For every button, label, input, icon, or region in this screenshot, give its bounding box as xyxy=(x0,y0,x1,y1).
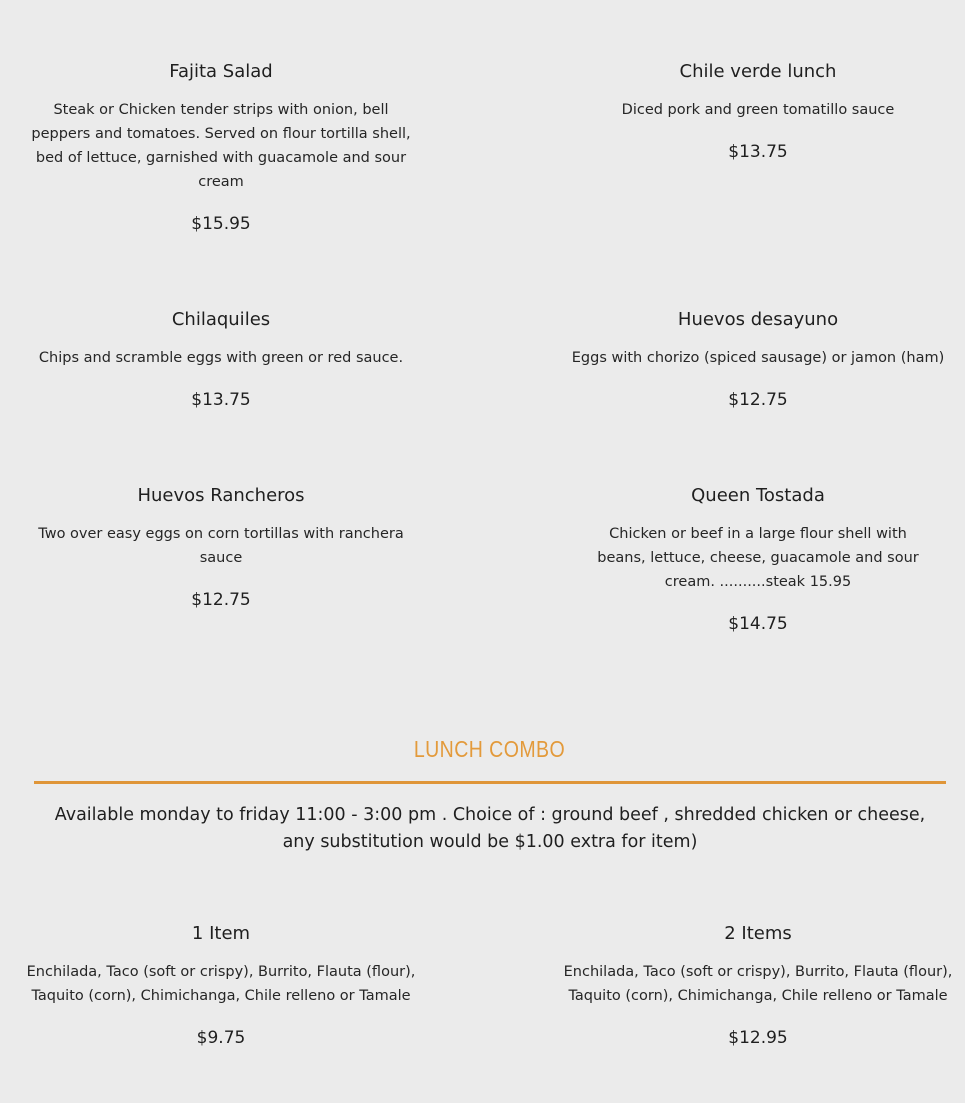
section-title-lunch-combo: LUNCH COMBO xyxy=(413,736,566,762)
item-description: Chicken or beef in a large flour shell with beans, lettuce, cheese, guacamole and sour cream. ..........steak 15.95 xyxy=(597,526,919,590)
item-name: Chile verde lunch xyxy=(679,61,837,82)
item-description: Steak or Chicken tender strips with onion, bell peppers and tomatoes. Served on flour tortilla shell, bed of lettuce, garnished with guacamole and sour cream xyxy=(31,102,411,190)
item-price: $13.75 xyxy=(191,390,251,410)
item-price: $9.75 xyxy=(196,1028,246,1048)
menu-item-chile-verde-lunch xyxy=(568,60,948,164)
item-description: Enchilada, Taco (soft or crispy), Burrito, Flauta (flour), Taquito (corn), Chimichanga, Chile relleno or Tamale xyxy=(563,964,953,1004)
item-description: Two over easy eggs on corn tortillas with ranchera sauce xyxy=(38,526,404,566)
item-description: Eggs with chorizo (spiced sausage) or jamon (ham) xyxy=(571,350,945,366)
section-divider xyxy=(34,781,946,784)
item-price: $15.95 xyxy=(191,214,251,234)
item-description: Enchilada, Taco (soft or crispy), Burrito, Flauta (flour), Taquito (corn), Chimichanga, Chile relleno or Tamale xyxy=(26,964,416,1004)
menu-item-queen-tostada xyxy=(583,484,933,636)
item-name: Huevos Rancheros xyxy=(137,485,305,506)
item-price: $12.75 xyxy=(728,390,788,410)
menu-item-chilaquiles xyxy=(31,308,411,412)
menu-item-fajita-salad xyxy=(31,60,411,236)
item-price: $13.75 xyxy=(728,142,788,162)
item-name: Chilaquiles xyxy=(171,309,271,330)
item-name: Queen Tostada xyxy=(691,485,825,506)
item-price: $12.95 xyxy=(728,1028,788,1048)
combo-item-1 xyxy=(21,922,421,1050)
item-name: Fajita Salad xyxy=(169,61,273,82)
item-description: Chips and scramble eggs with green or red sauce. xyxy=(38,350,404,366)
item-name: 1 Item xyxy=(191,923,251,944)
item-name: 2 Items xyxy=(724,923,792,944)
item-price: $14.75 xyxy=(728,614,788,634)
menu-item-huevos-desayuno xyxy=(560,308,956,412)
lunch-combo-note: Available monday to friday 11:00 - 3:00 pm . Choice of : ground beef , shredded chicken or cheese, any substitution would be $1.00 extra for item) xyxy=(54,805,926,852)
combo-item-2 xyxy=(558,922,958,1050)
item-name: Huevos desayuno xyxy=(677,309,839,330)
menu-item-huevos-rancheros xyxy=(31,484,411,612)
item-price: $12.75 xyxy=(191,590,251,610)
item-description: Diced pork and green tomatillo sauce xyxy=(621,102,895,118)
